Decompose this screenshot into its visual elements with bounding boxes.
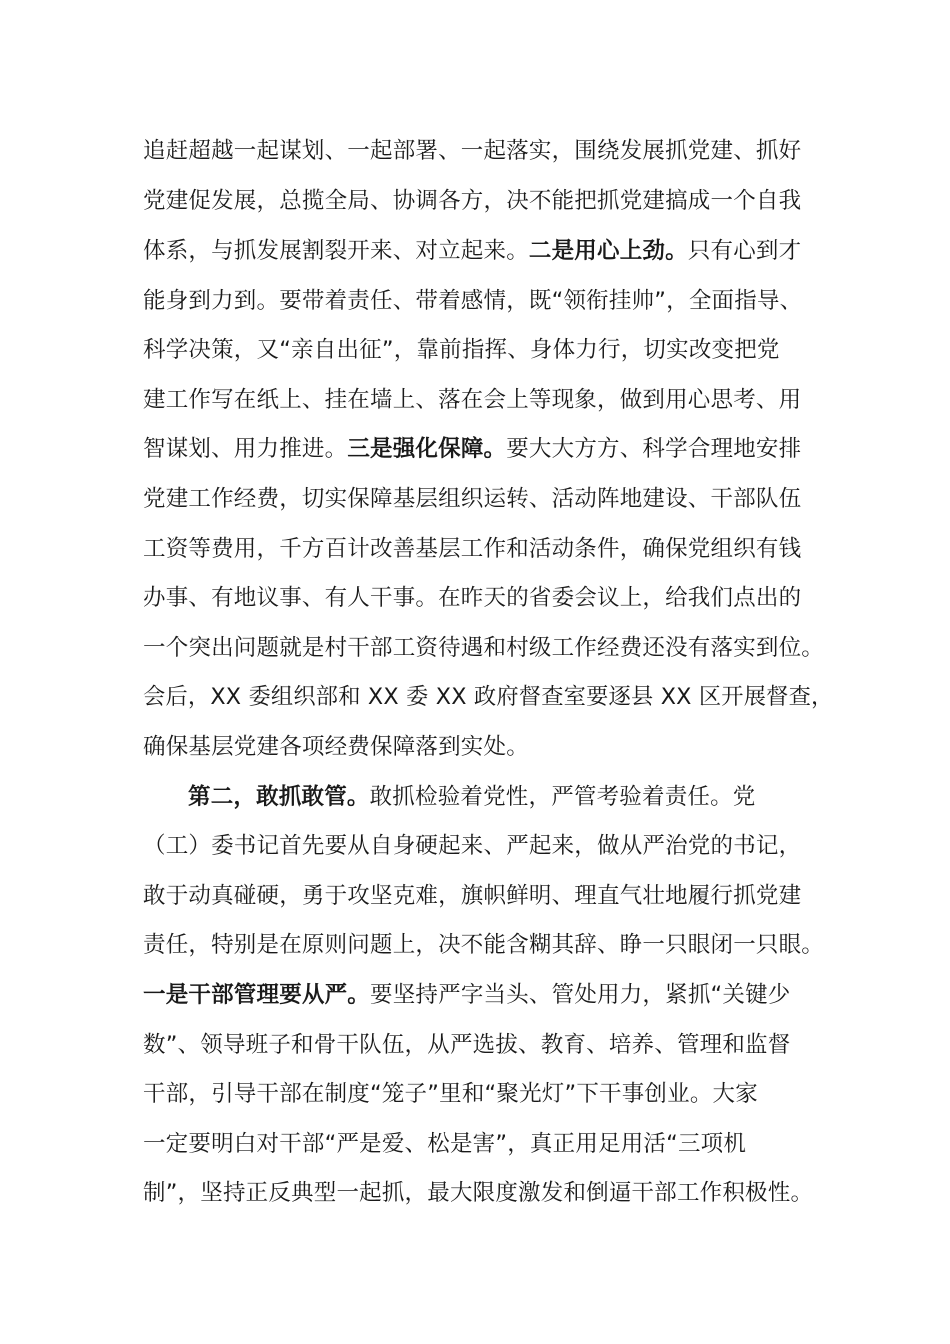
text-line	[143, 623, 833, 673]
text-run: 党建工作经费，切实保障基层组织运转、活动阵地建设、干部队伍	[143, 486, 802, 512]
text-line	[143, 1119, 833, 1169]
text-line	[143, 722, 833, 772]
text-line	[143, 325, 833, 375]
text-run: 制”，坚持正反典型一起抓，最大限度激发和倒逼干部工作积极性。	[143, 1180, 814, 1206]
text-run: 责任，特别是在原则问题上，决不能含糊其辞、睁一只眼闭一只眼。	[143, 932, 825, 958]
text-run: 要坚持严字当头、管处用力，紧抓“关键少	[370, 982, 791, 1008]
text-line	[143, 573, 833, 623]
text-run: 能身到力到。要带着责任、带着感情，既“领衔挂帅”，全面指导、	[143, 288, 803, 314]
text-line	[188, 772, 833, 822]
text-run: 数”、领导班子和骨干队伍，从严选拔、教育、培养、管理和监督	[143, 1032, 791, 1058]
text-line	[143, 1020, 833, 1070]
text-run: 党建促发展，总揽全局、协调各方，决不能把抓党建搞成一个自我	[143, 188, 802, 214]
text-line	[143, 970, 833, 1020]
text-line	[143, 424, 833, 474]
text-line	[143, 1069, 833, 1119]
text-run: 只有心到才	[687, 238, 802, 264]
text-line	[143, 176, 833, 226]
text-line	[143, 871, 833, 921]
text-run: 敢抓检验着党性，严管考验着责任。党	[369, 784, 756, 810]
text-line	[143, 226, 833, 276]
text-line	[143, 920, 833, 970]
text-run: 智谋划、用力推进。	[143, 436, 348, 462]
text-line	[143, 126, 833, 176]
text-run: 建工作写在纸上、挂在墙上、落在会上等现象，做到用心思考、用	[143, 387, 802, 413]
text-run: （工）委书记首先要从自身硬起来、严起来，做从严治党的书记，	[143, 833, 802, 859]
text-run: 科学决策，又“亲自出征”，靠前指挥、身体力行，切实改变把党	[143, 337, 780, 363]
text-run: 要大大方方、科学合理地安排	[506, 436, 802, 462]
text-run: 工资等费用，千方百计改善基层工作和活动条件，确保党组织有钱	[143, 536, 802, 562]
text-line	[143, 672, 834, 722]
text-run: 干部，引导干部在制度“笼子”里和“聚光灯”下干事创业。大家	[143, 1081, 758, 1107]
text-line	[143, 524, 833, 574]
text-line	[143, 1168, 833, 1218]
text-run: 追赶超越一起谋划、一起部署、一起落实，围绕发展抓党建、抓好	[143, 138, 802, 164]
text-line	[143, 821, 833, 871]
text-line	[143, 474, 833, 524]
text-run: 一个突出问题就是村干部工资待遇和村级工作经费还没有落实到位。	[143, 635, 825, 661]
bold-heading: 第二，敢抓敢管。	[188, 784, 370, 810]
bold-heading: 一是干部管理要从严。	[143, 982, 371, 1008]
text-line	[143, 375, 833, 425]
text-run: 确保基层党建各项经费保障落到实处。	[143, 734, 529, 760]
text-run: 办事、有地议事、有人干事。在昨天的省委会议上，给我们点出的	[143, 585, 802, 611]
text-line	[143, 276, 833, 326]
text-run: 一定要明白对干部“严是爱、松是害”，真正用足用活“三项机	[143, 1131, 747, 1157]
bold-heading: 三是强化保障。	[347, 436, 507, 462]
bold-heading: 二是用心上劲。	[528, 238, 688, 264]
text-run: 敢于动真碰硬，勇于攻坚克难，旗帜鲜明、理直气壮地履行抓党建	[143, 883, 802, 909]
text-run: 体系，与抓发展割裂开来、对立起来。	[143, 238, 529, 264]
text-run: 会后，XX 委组织部和 XX 委 XX 政府督查室要逐县 XX 区开展督查，	[143, 684, 834, 710]
